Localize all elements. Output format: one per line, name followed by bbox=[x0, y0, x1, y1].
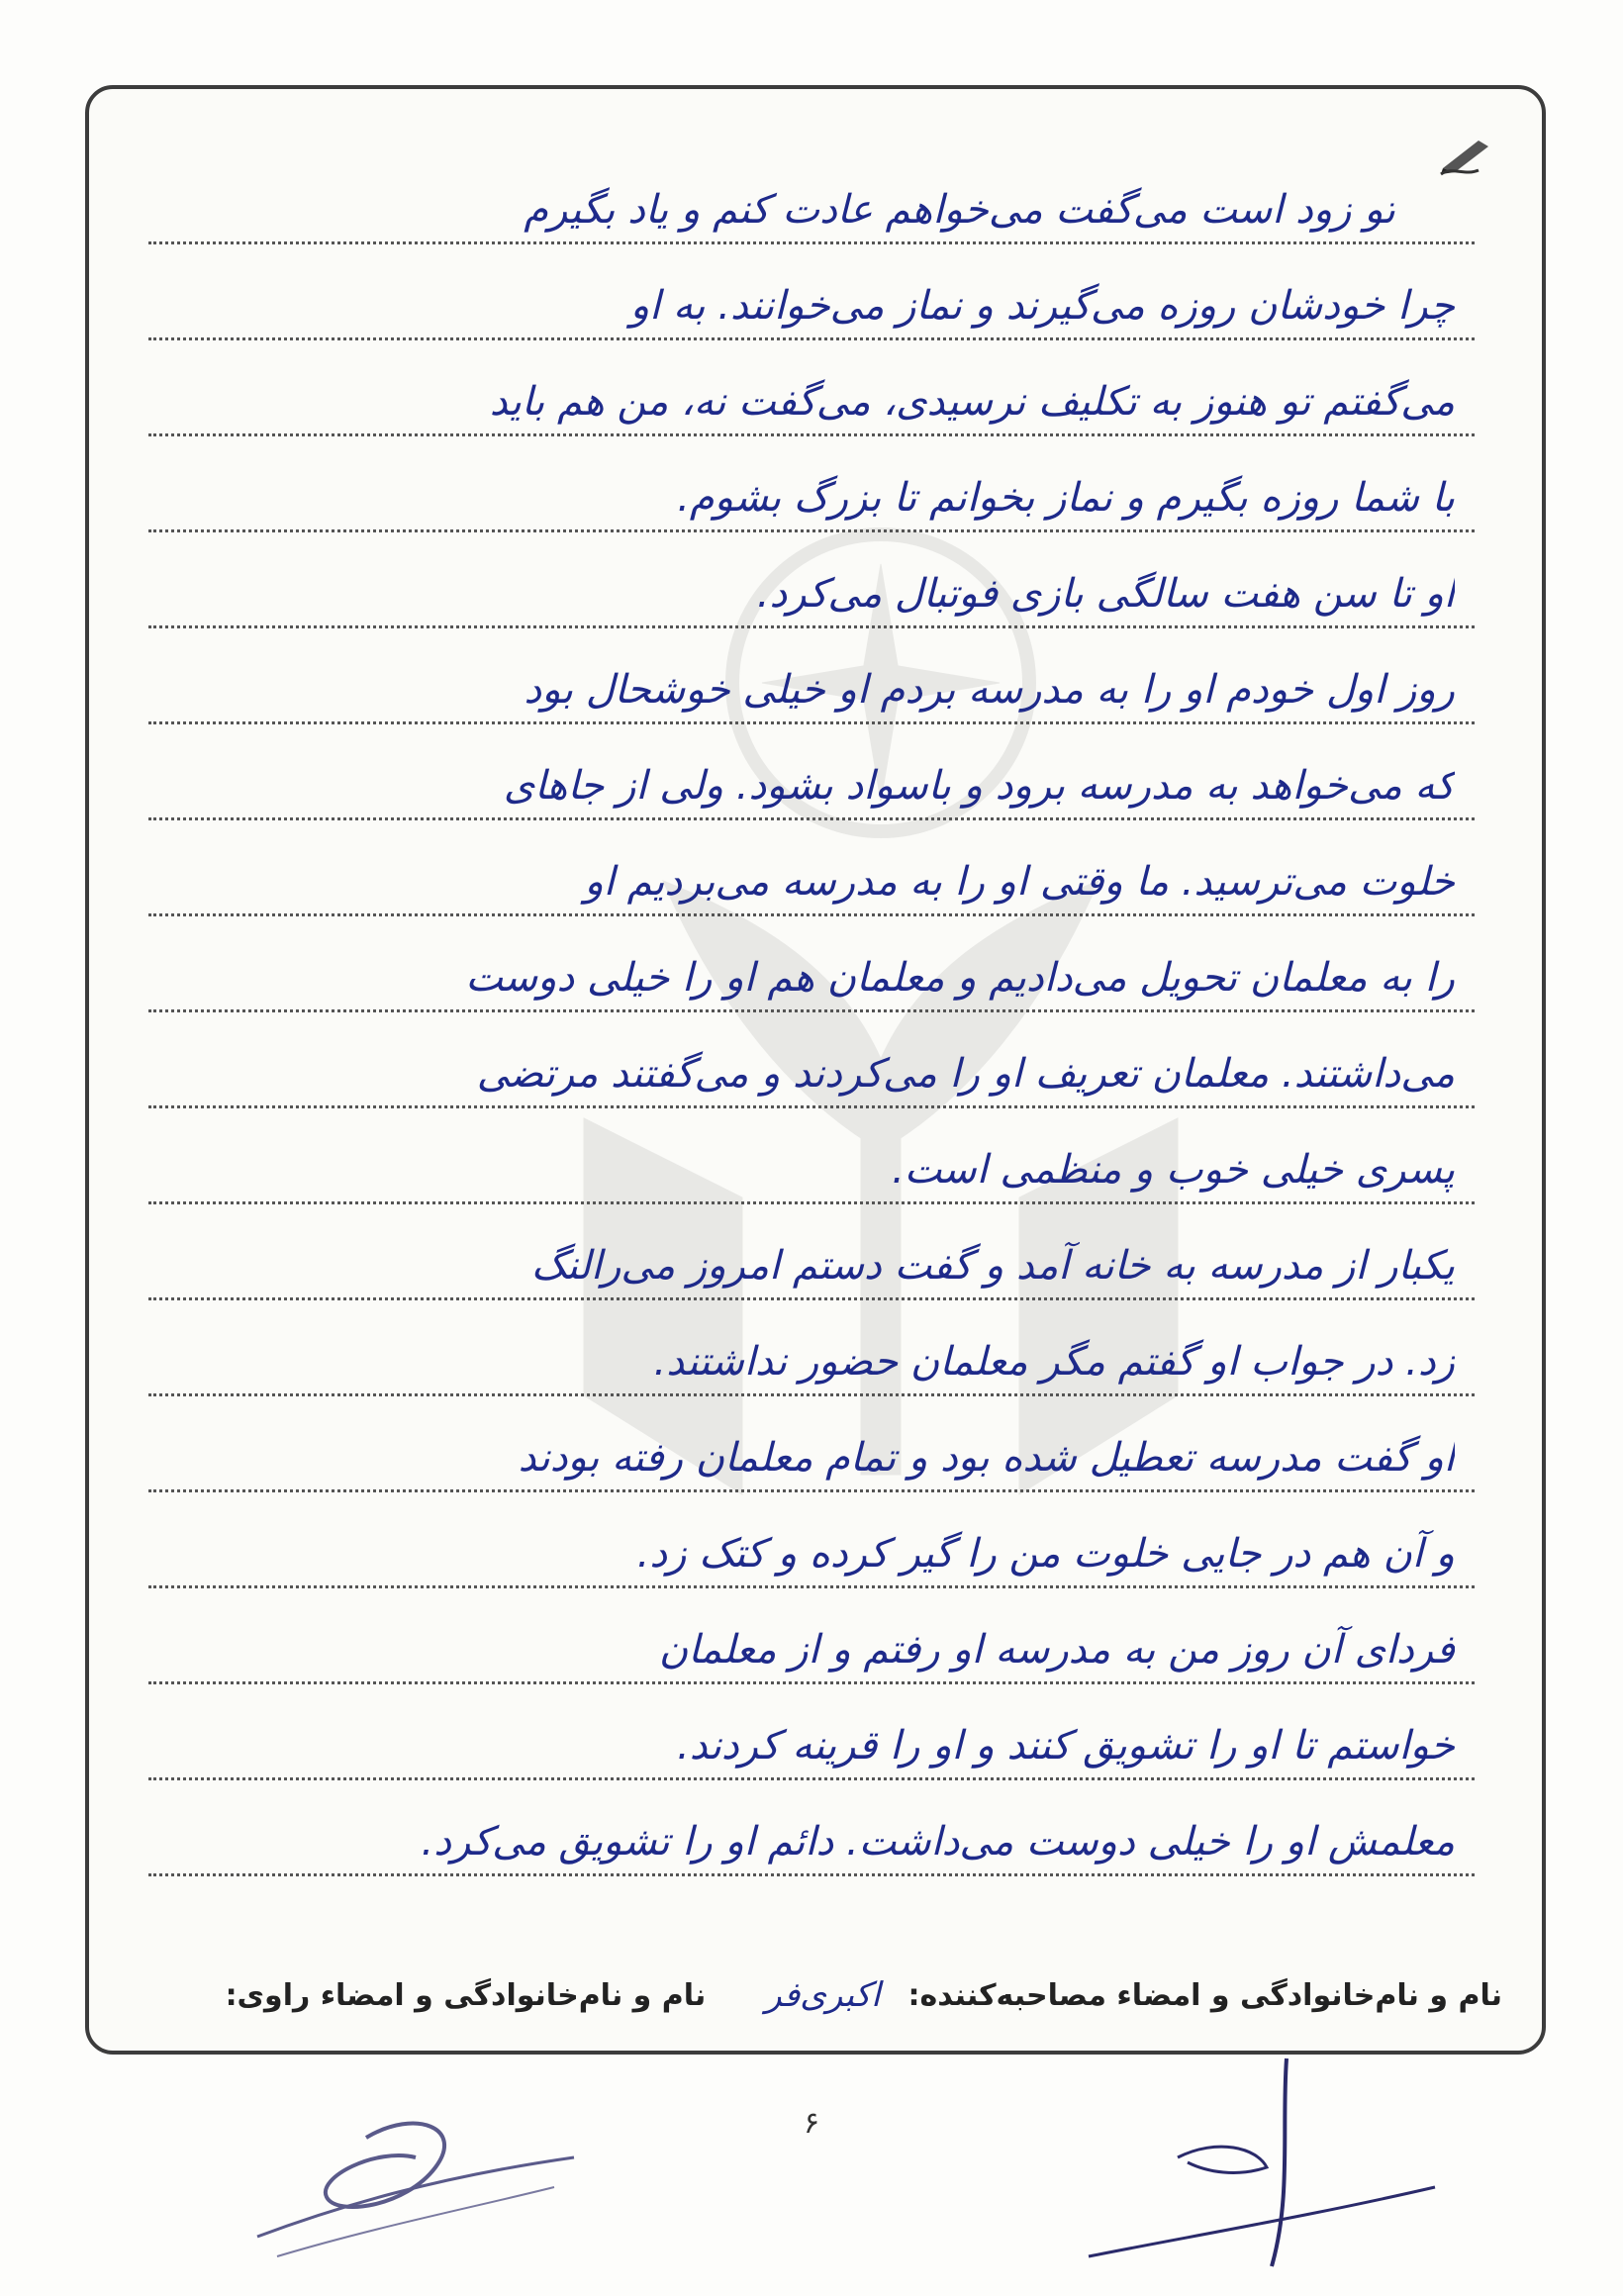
line-row bbox=[148, 1588, 1475, 1684]
line-row bbox=[148, 1204, 1475, 1300]
line-row bbox=[148, 820, 1475, 916]
signature-right bbox=[1069, 2049, 1445, 2286]
form-frame bbox=[85, 85, 1546, 2055]
handwritten-line: معلمش او را خیلی دوست می‌داشت. دائم او را تشویق می‌کرد. bbox=[421, 1819, 1455, 1865]
interviewer-signature: اکبری‌فر bbox=[765, 1975, 881, 2015]
line-row bbox=[148, 1492, 1475, 1588]
handwritten-line: روز اول خودم او را به مدرسه بردم او خیلی خوشحال بود bbox=[524, 667, 1455, 713]
handwritten-line: خواستم تا او را تشویق کنند و او را قرینه کردند. bbox=[677, 1723, 1455, 1769]
line-row bbox=[148, 1396, 1475, 1492]
handwritten-lines bbox=[148, 148, 1475, 1890]
handwritten-line: فردای آن روز من به مدرسه او رفتم و از معلمان bbox=[658, 1627, 1455, 1673]
handwritten-line: چرا خودشان روزه می‌گیرند و نماز می‌خوانند. به او bbox=[629, 283, 1455, 329]
narrator-label: نام و نام‌خانوادگی و امضاء راوی: bbox=[225, 1977, 707, 2013]
handwritten-line: او تا سن هفت سالگی بازی فوتبال می‌کرد. bbox=[756, 571, 1455, 617]
line-row bbox=[148, 1300, 1475, 1396]
line-row bbox=[148, 148, 1475, 244]
handwritten-line: می‌گفتم تو هنوز به تکلیف نرسیدی، می‌گفت نه، من هم باید bbox=[489, 379, 1455, 425]
handwritten-line: خلوت می‌ترسید. ما وقتی او را به مدرسه می‌بردیم او bbox=[584, 859, 1455, 905]
line-row bbox=[148, 532, 1475, 628]
line-row bbox=[148, 628, 1475, 724]
line-row bbox=[148, 1780, 1475, 1876]
page-number: ۶ bbox=[803, 2106, 820, 2141]
signature-footer bbox=[129, 1965, 1502, 2025]
interviewer-label: نام و نام‌خانوادگی و امضاء مصاحبه‌کننده: bbox=[907, 1977, 1502, 2013]
handwritten-line: را به معلمان تحویل می‌دادیم و معلمان هم او را خیلی دوست bbox=[465, 955, 1455, 1001]
handwritten-line: او گفت مدرسه تعطیل شده بود و تمام معلمان رفته بودند bbox=[518, 1435, 1455, 1481]
line-row bbox=[148, 244, 1475, 340]
handwritten-line: یکبار از مدرسه به خانه آمد و گفت دستم امروز می‌رالنگ bbox=[530, 1243, 1455, 1289]
line-row bbox=[148, 1012, 1475, 1108]
line-row bbox=[148, 436, 1475, 532]
handwritten-line: پسری خیلی خوب و منظمی است. bbox=[892, 1147, 1455, 1193]
handwritten-line: و آن هم در جایی خلوت من را گیر کرده و کتک زد. bbox=[636, 1531, 1455, 1577]
line-row bbox=[148, 916, 1475, 1012]
signature-left bbox=[218, 2068, 594, 2266]
line-row bbox=[148, 1108, 1475, 1204]
handwritten-line: زد. در جواب او گفتم مگر معلمان حضور نداشتند. bbox=[653, 1339, 1455, 1385]
line-row bbox=[148, 1684, 1475, 1780]
handwritten-line: که می‌خواهد به مدرسه برود و باسواد بشود. ولی از جاهای bbox=[503, 763, 1455, 809]
handwritten-line: می‌داشتند. معلمان تعریف او را می‌کردند و می‌گفتند مرتضی bbox=[476, 1051, 1455, 1097]
line-row bbox=[148, 724, 1475, 820]
handwritten-line: تو زود است می‌گفت می‌خواهم عادت کنم و یاد بگیرم bbox=[524, 187, 1395, 233]
handwritten-line: با شما روزه بگیرم و نماز بخوانم تا بزرگ بشوم. bbox=[677, 475, 1455, 521]
line-row bbox=[148, 340, 1475, 436]
